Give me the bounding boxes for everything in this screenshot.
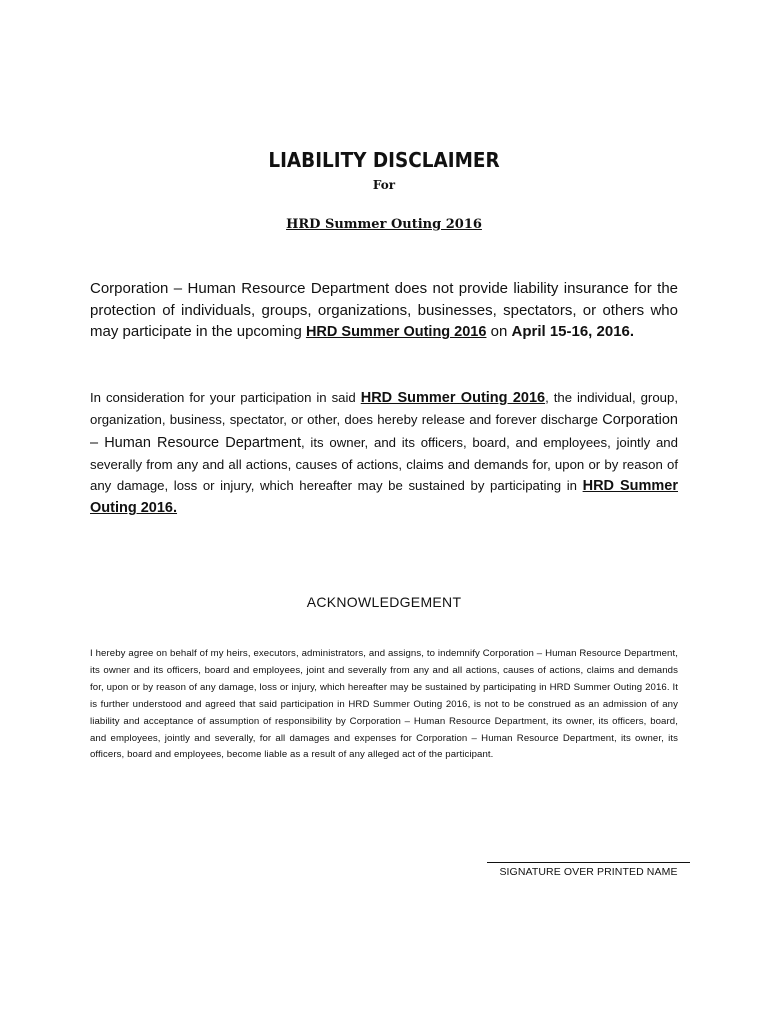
signature-line [487, 862, 690, 863]
for-label: For [372, 178, 396, 192]
paragraph2-event: HRD Summer Outing 2016 [360, 390, 546, 406]
document-title: LIABILITY DISCLAIMER [268, 148, 500, 172]
paragraph2-text-c: , its owner, and its officers, board, and employees, jointly and severally from any and all actions, causes of actions, claims and demands for, upon or by reason of any damage, loss or injury, which hereafter may be sustained by participating in [90, 434, 678, 494]
paragraph1-text-a: Corporation – Human Resource Department does not provide liability insurance for the protection of individuals, groups, organizations, businesses, spectators, or others who may participate in the upcoming [90, 280, 678, 340]
acknowledgement-text: I hereby agree on behalf of my heirs, executors, administrators, and assigns, to indemnify Corporation – Human Resource Department, its owner and its officers, board and employees, joint and severally from any and all actions, causes of actions, claims and demands for, upon or by reason of any damage, loss or injury, which hereafter may be sustained by participating in HRD Summer Outing 2016. It is further understood and agreed that said participation in HRD Summer Outing 2016, is not to be construed as an admission of any liability and acceptance of assumption of responsibility by Corporation – Human Resource Department, its owner, its officers, board, and employees, jointly and severally, for all damages and expenses for Corporation – Human Resource Department, its owner, its officers, board and employees, become liable as a result of any alleged act of the participant. [90, 648, 678, 761]
signature-label: SIGNATURE OVER PRINTED NAME [499, 866, 678, 878]
acknowledgement-heading: ACKNOWLEDGEMENT [306, 594, 462, 610]
paragraph2-event-end: HRD Summer Outing 2016. [90, 478, 679, 517]
paragraph-release [90, 387, 678, 520]
paragraph1-text-b: on [486, 323, 512, 340]
paragraph1-date: April 15-16, 2016. [511, 323, 635, 340]
paragraph2-org: Corporation – Human Resource Department [90, 412, 678, 451]
paragraph1-event: HRD Summer Outing 2016 [305, 324, 487, 340]
paragraph2-text-b: , the individual, group, organization, business, spectator, or other, does hereby release and forever discharge [90, 390, 678, 428]
paragraph-no-insurance [90, 278, 678, 344]
paragraph2-text-a: In consideration for your participation in said [90, 390, 361, 405]
event-title: HRD Summer Outing 2016 [286, 217, 482, 232]
